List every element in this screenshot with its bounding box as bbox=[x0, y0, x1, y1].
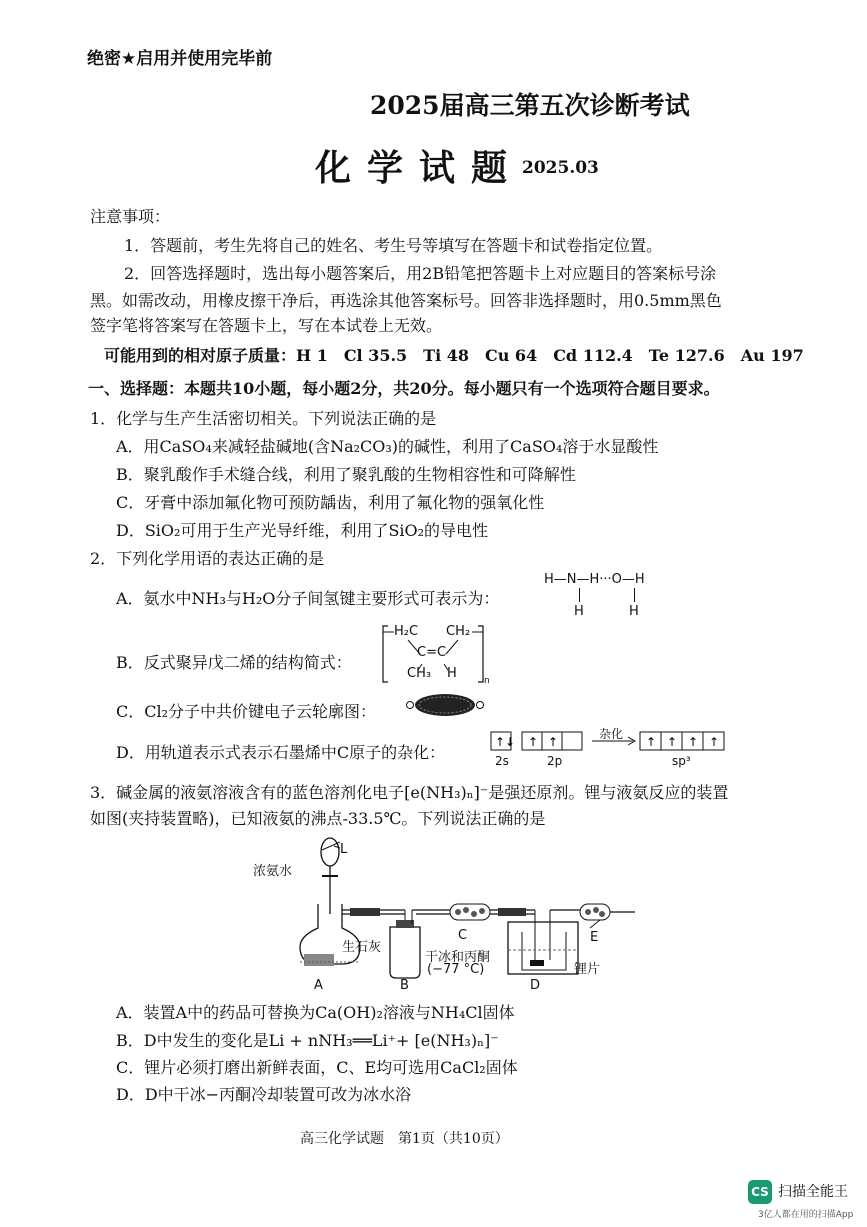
oh-bond-line bbox=[634, 588, 635, 602]
label-quicklime: 生石灰 bbox=[342, 940, 382, 955]
note-2-line-1: 2．回答选择题时，选出每小题答案后，用2B铅笔把答题卡上对应题目的答案标号涂 bbox=[124, 264, 717, 283]
q2-option-a: A．氨水中NH₃与H₂O分子间氢键主要形式可表示为： bbox=[116, 589, 500, 608]
q3-option-c: C．锂片必须打磨出新鲜表面，C、E均可选用CaCl₂固体 bbox=[116, 1058, 518, 1077]
label-hybridize: 杂化 bbox=[599, 727, 624, 741]
exam-date: 2025.03 bbox=[522, 158, 599, 178]
nh-bond-line bbox=[579, 588, 580, 602]
camscanner-logo-icon: CS bbox=[748, 1180, 772, 1204]
svg-text:↑: ↑ bbox=[548, 735, 559, 749]
svg-text:↑: ↑ bbox=[528, 735, 539, 749]
q3-stem-line-1: 3．碱金属的液氨溶液含有的蓝色溶剂化电子[e(NH₃)ₙ]⁻是强还原剂。锂与液氨反应的装置 bbox=[90, 783, 729, 802]
svg-text:↑↓: ↑↓ bbox=[495, 735, 516, 749]
label-B: B bbox=[400, 978, 409, 993]
label-lithium: 锂片 bbox=[574, 962, 601, 977]
label-sp3: sp³ bbox=[672, 754, 691, 768]
q3-option-a: A．装置A中的药品可替换为Ca(OH)₂溶液与NH₄Cl固体 bbox=[116, 1003, 515, 1022]
h-atom: H bbox=[447, 666, 457, 681]
q3-option-b: B．D中发生的变化是Li + nNH₃══Li⁺+ [e(NH₃)ₙ]⁻ bbox=[116, 1031, 499, 1050]
svg-text:↑: ↑ bbox=[709, 735, 720, 749]
ch3-group: CH₃ bbox=[407, 666, 432, 681]
electron-cloud-image bbox=[404, 692, 486, 718]
label-2p: 2p bbox=[547, 754, 563, 768]
cc-double-bond: C=C bbox=[417, 645, 447, 660]
q2-option-b: B．反式聚异戊二烯的结构简式： bbox=[116, 653, 352, 672]
label-temperature: (−77 °C) bbox=[427, 962, 485, 977]
section-heading: 一、选择题：本题共10小题，每小题2分，共20分。每小题只有一个选项符合题目要求。 bbox=[88, 379, 720, 398]
label-D: D bbox=[530, 978, 541, 993]
confidential-mark: 绝密★启用并使用完毕前 bbox=[87, 49, 273, 69]
camscanner-slogan: 3亿人都在用的扫描App bbox=[758, 1210, 854, 1220]
q1-option-a: A．用CaSO₄来减轻盐碱地(含Na₂CO₃)的碱性，利用了CaSO₄溶于水显酸性 bbox=[116, 437, 659, 456]
label-dry-ice: 干冰和丙酮 bbox=[425, 950, 491, 965]
q1-option-c: C．牙膏中添加氟化物可预防龋齿，利用了氟化物的强氧化性 bbox=[116, 493, 545, 512]
repeat-n: n bbox=[484, 676, 490, 686]
label-A: A bbox=[314, 978, 323, 993]
notes-heading: 注意事项： bbox=[90, 207, 171, 226]
note-2-line-2: 黑。如需改动，用橡皮擦干净后，再选涂其他答案标号。回答非选择题时，用0.5mm黑色 bbox=[90, 291, 722, 310]
o-hydrogen: H bbox=[629, 604, 639, 619]
svg-text:↑: ↑ bbox=[667, 735, 678, 749]
camscanner-name: 扫描全能王 bbox=[778, 1184, 848, 1200]
label-2s: 2s bbox=[495, 754, 509, 768]
h2c-group: H₂C bbox=[394, 624, 419, 639]
n-hydrogen: H bbox=[574, 604, 584, 619]
svg-text:↑: ↑ bbox=[646, 735, 657, 749]
label-L: L bbox=[340, 842, 348, 857]
label-C: C bbox=[458, 928, 468, 943]
svg-text:↑: ↑ bbox=[688, 735, 699, 749]
atomic-masses: 可能用到的相对原子质量：H 1 Cl 35.5 Ti 48 Cu 64 Cd 112.4 Te 127.6 Au 197 bbox=[104, 346, 804, 365]
exam-title: 2025届高三第五次诊断考试 bbox=[370, 91, 690, 120]
q2-option-c: C．Cl₂分子中共价键电子云轮廓图： bbox=[116, 702, 377, 721]
subject-title: 化学试题 bbox=[315, 147, 524, 189]
q2-option-d: D．用轨道表示式表示石墨烯中C原子的杂化： bbox=[116, 743, 446, 762]
note-1: 1．答题前，考生先将自己的姓名、考生号等填写在答题卡和试卷指定位置。 bbox=[124, 236, 663, 255]
q1-option-b: B．聚乳酸作手术缝合线，利用了聚乳酸的生物相容性和可降解性 bbox=[116, 465, 576, 484]
q1-stem: 1．化学与生产生活密切相关。下列说法正确的是 bbox=[90, 409, 437, 428]
label-conc-ammonia: 浓氨水 bbox=[253, 864, 293, 879]
page-footer: 高三化学试题 第1页（共10页） bbox=[300, 1131, 509, 1147]
hydrogen-bond-structure: H—N—H···O—H bbox=[544, 572, 645, 587]
ch2-group: CH₂ bbox=[446, 624, 471, 639]
q2-stem: 2．下列化学用语的表达正确的是 bbox=[90, 549, 325, 568]
label-E: E bbox=[590, 930, 599, 945]
q1-option-d: D．SiO₂可用于生产光导纤维，利用了SiO₂的导电性 bbox=[116, 521, 489, 540]
q3-stem-line-2: 如图(夹持装置略)，已知液氨的沸点-33.5℃。下列说法正确的是 bbox=[90, 809, 546, 828]
q3-option-d: D．D中干冰−丙酮冷却装置可改为冰水浴 bbox=[116, 1085, 412, 1104]
note-2-line-3: 签字笔将答案写在答题卡上，写在本试卷上无效。 bbox=[90, 316, 443, 335]
